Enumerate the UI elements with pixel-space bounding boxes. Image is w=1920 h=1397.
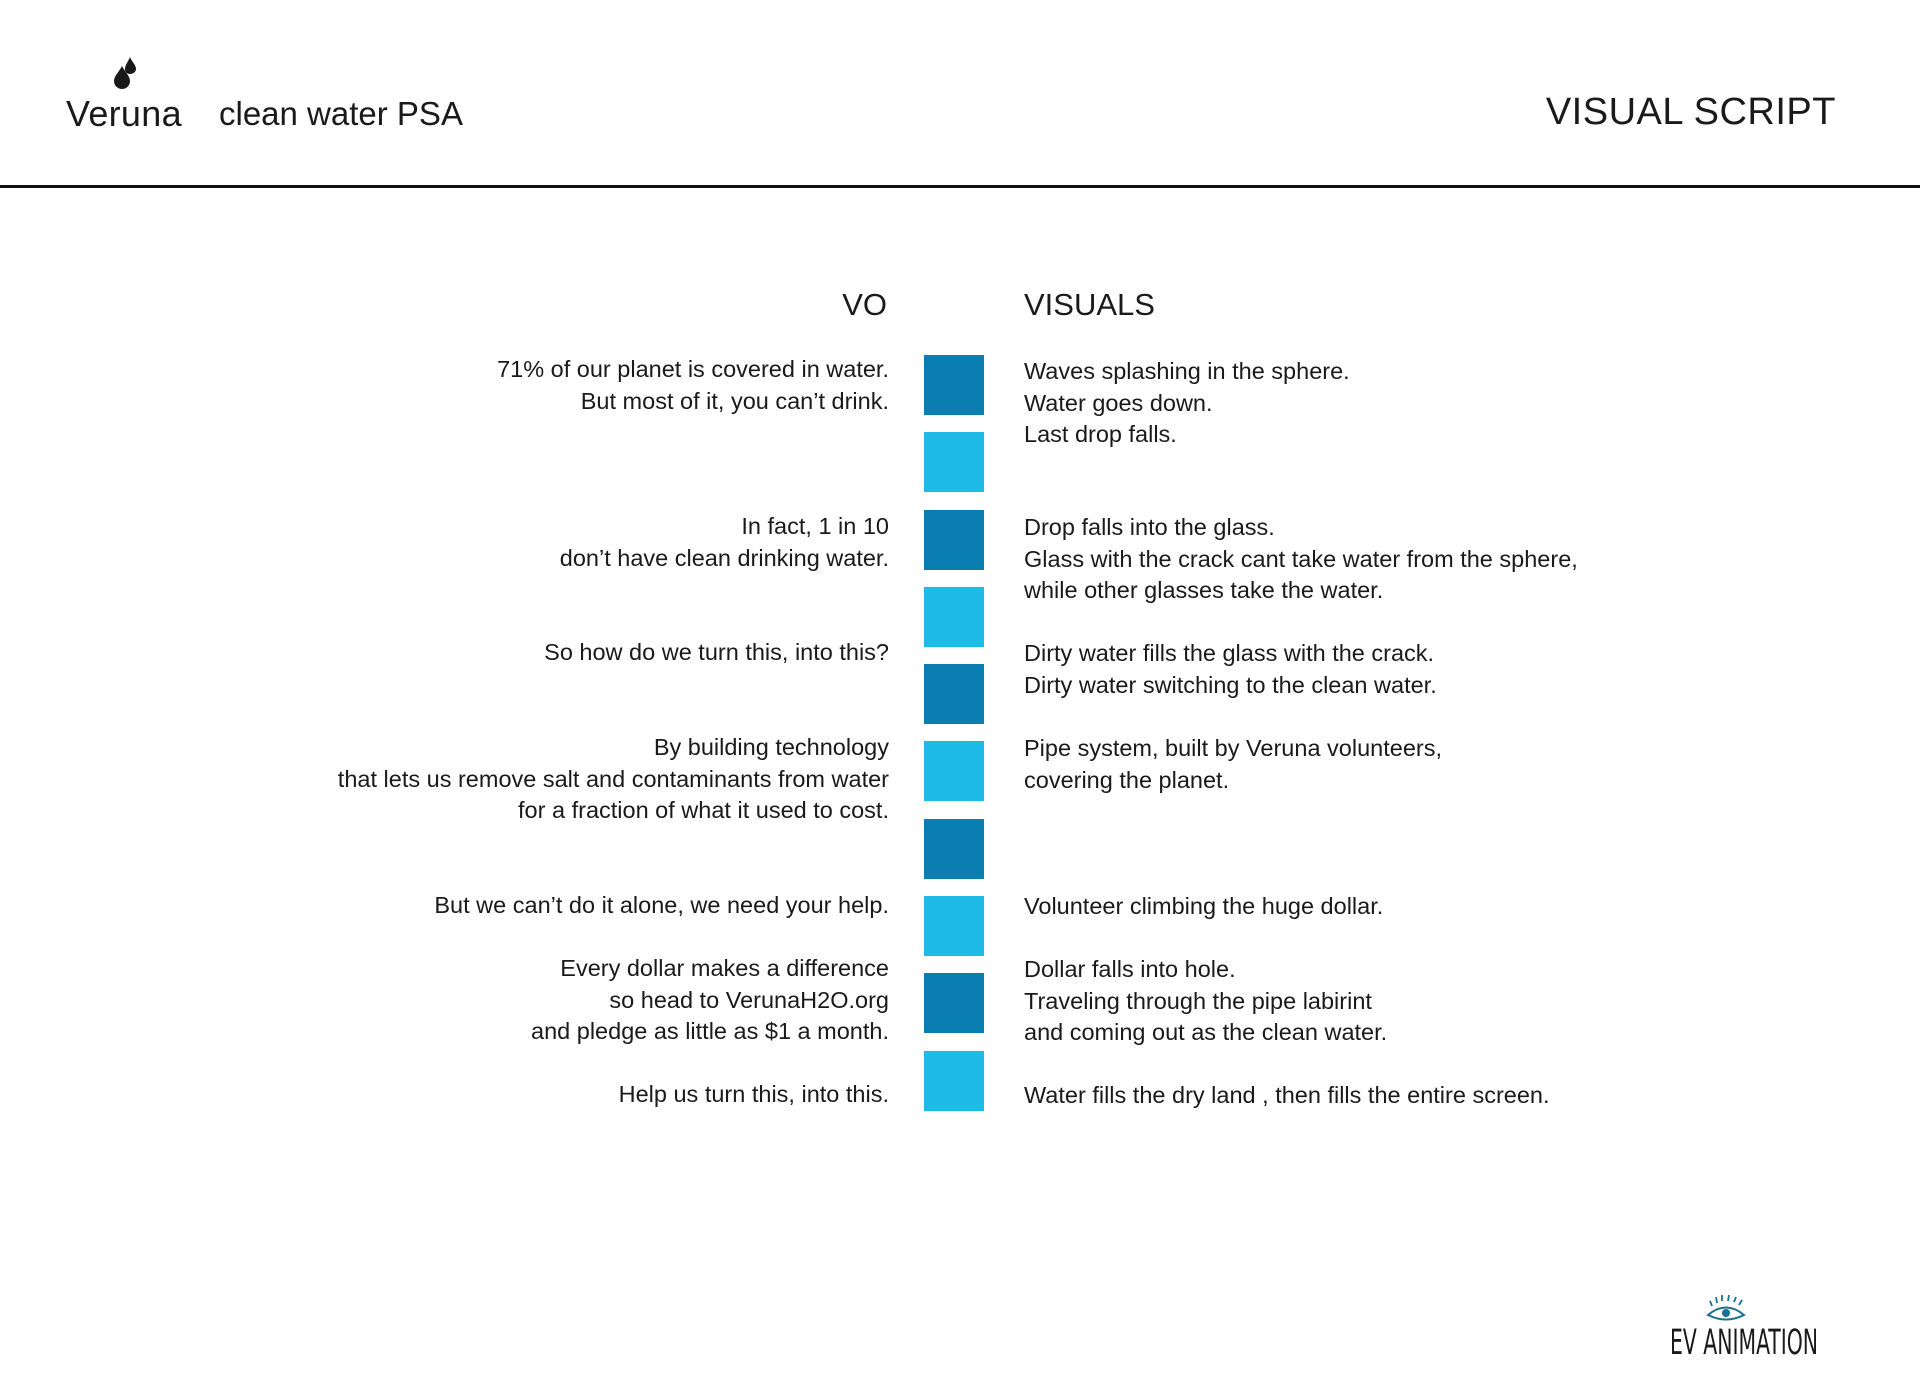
visual-description: Pipe system, built by Veruna volunteers, covering the planet. — [1024, 735, 1442, 793]
eye-icon — [1708, 1295, 1744, 1320]
visual-description: Dollar falls into hole. Traveling through the pipe labirint and coming out as the clean water. — [1024, 956, 1388, 1045]
storyboard-frame — [924, 664, 984, 724]
vo-line: In fact, 1 in 10 don’t have clean drinking water. — [559, 513, 889, 571]
vo-line: But we can’t do it alone, we need your help. — [434, 892, 889, 918]
vo-line: Every dollar makes a difference so head to VerunaH2O.org and pledge as little as $1 a month. — [531, 955, 889, 1044]
storyboard-frame — [924, 896, 984, 956]
ev-animation-logo — [1668, 1290, 1820, 1363]
storyboard-frame — [924, 741, 984, 801]
storyboard-frame — [924, 1051, 984, 1111]
brand-name: Veruna — [66, 93, 182, 134]
storyboard-frame — [924, 432, 984, 492]
storyboard-frame — [924, 819, 984, 879]
visual-description: Volunteer climbing the huge dollar. — [1024, 893, 1384, 919]
visual-description: Water fills the dry land , then fills the entire screen. — [1024, 1082, 1550, 1108]
visual-description: Drop falls into the glass. Glass with the crack cant take water from the sphere, while other glasses take the water. — [1024, 514, 1578, 603]
visual-description: Dirty water fills the glass with the crack. Dirty water switching to the clean water. — [1024, 640, 1437, 698]
document-title: VISUAL SCRIPT — [1545, 91, 1836, 133]
visuals-column-heading: VISUALS — [1024, 287, 1155, 322]
water-drop-icon — [113, 56, 139, 90]
ev-animation-wordmark: EV ANIMATION — [1670, 1323, 1818, 1363]
visual-description: Waves splashing in the sphere. Water goes down. Last drop falls. — [1024, 358, 1350, 447]
storyboard-frame — [924, 973, 984, 1033]
project-subtitle: clean water PSA — [219, 95, 463, 132]
storyboard-frame — [924, 587, 984, 647]
vo-line: By building technology that lets us remove salt and contaminants from water for a fraction of what it used to cost. — [337, 734, 889, 823]
vo-line: So how do we turn this, into this? — [544, 639, 889, 665]
vo-column-heading: VO — [842, 287, 887, 322]
storyboard-frame-strip — [924, 355, 984, 1128]
header-divider — [0, 185, 1920, 188]
storyboard-frame — [924, 510, 984, 570]
page-header — [0, 0, 1920, 188]
vo-line: 71% of our planet is covered in water. But most of it, you can’t drink. — [497, 356, 889, 414]
vo-line: Help us turn this, into this. — [618, 1081, 889, 1107]
storyboard-frame — [924, 355, 984, 415]
